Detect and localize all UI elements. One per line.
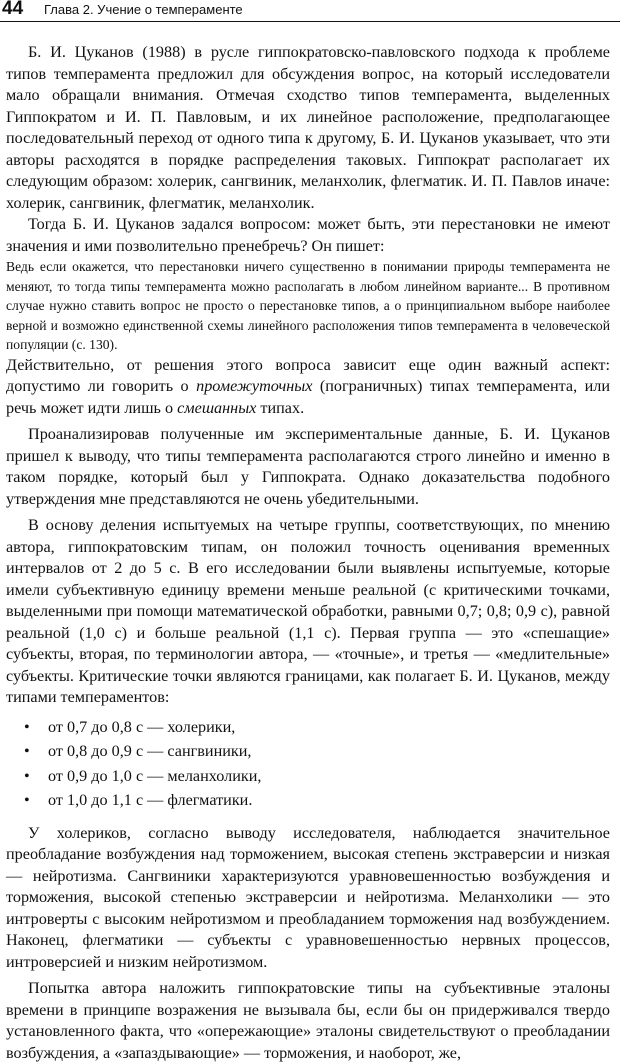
paragraph-3-middle: (пограничных) типах темперамента, или речь может идти лишь о bbox=[6, 377, 610, 417]
paragraph-3-end: типах. bbox=[256, 398, 305, 417]
list-item bbox=[6, 788, 610, 813]
bullet-icon: • bbox=[24, 717, 30, 736]
paragraph-1: Б. И. Цуканов (1988) в русле гиппократовско-павловского подхода к проблеме типов темперамента предложил для обсуждения вопрос, на который исследователи мало обращали внимания. Отмечая сходство типов темперамента, выделенных Гиппократом и И. П. Павловым, и их линейное расположение, предполагающее последовательный переход от одного типа к другому, Б. И. Цуканов указывает, что эти авторы расходятся в порядке распределения таковых. Гиппократ располагает их следующим образом: холерик, сангвиник, меланхолик, флегматик. И. П. Павлов иначе: холерик, сангвиник, флегматик, меланхолик. bbox=[6, 43, 610, 212]
page-header bbox=[0, 0, 620, 22]
paragraph-4: Проанализировав полученные им экспериментальные данные, Б. И. Цуканов пришел к выводу, что типы темперамента располагаются строго линейно и именно в таком порядке, который был у Гиппократа. Однако доказательства подобного утверждения мне представляются не очень убедительными. bbox=[6, 425, 610, 508]
paragraph-6: У холериков, согласно выводу исследователя, наблюдается значительное преобладание возбуждения над торможением, высокая степень экстраверсии и низкая — нейротизма. Сангвиники характеризуются уравновешенностью возбуждения и торможения, высокой степенью экстраверсии и нейротизма. Меланхолики — это интроверты с высоким нейротизмом и преобладанием торможения над возбуждением. Наконец, флегматики — субъекты с уравновешенностью нервных процессов, интроверсией и низким нейротизмом. bbox=[6, 823, 610, 971]
temperament-interval-list bbox=[6, 715, 610, 813]
page-body bbox=[6, 42, 610, 1064]
paragraph-2: Тогда Б. И. Цуканов задался вопросом: может быть, эти перестановки не имеют значения и ими позволительно пренебречь? Он пишет: bbox=[6, 215, 610, 255]
bullet-icon: • bbox=[24, 742, 30, 761]
block-quote: Ведь если окажется, что перестановки ничего существенно в понимании природы темперамента не меняют, то тогда типы темперамента можно располагать в любом линейном варианте... В противном случае нужно ставить вопрос не просто о перестановке типов, а о принципиальном выборе наиболее верной и возможно единственной схемы линейного расположения типов темперамента в человеческой популяции (с. 130). bbox=[6, 259, 610, 353]
emphasis-intermediate: промежуточных bbox=[196, 377, 313, 396]
list-item-text: от 0,8 до 0,9 с — сангвиники, bbox=[48, 742, 252, 761]
paragraph-3 bbox=[6, 355, 610, 420]
running-head: Глава 2. Учение о темпераменте bbox=[44, 2, 243, 17]
emphasis-mixed: смешанных bbox=[177, 398, 257, 417]
paragraph-5: В основу деления испытуемых на четыре группы, соответствующих, по мнению автора, гиппократовским типам, он положил точность оценивания временных интервалов от 2 до 5 с. В его исследовании были выявлены испытуемые, которые имели субъективную единицу времени меньше реальной (с критическими точками, выделенными при помощи математической обработки, равными 0,7; 0,8; 0,9 с), равной реальной (1,0 с) и больше реальной (1,1 с). Первая группа — это «спешащие» субъекты, вторая, по терминологии автора, — «точные», и третья — «медлительные» субъекты. Критические точки являются границами, как полагает Б. И. Цуканов, между типами темпераментов: bbox=[6, 516, 610, 707]
bullet-icon: • bbox=[24, 791, 30, 810]
list-item bbox=[6, 764, 610, 789]
list-item bbox=[6, 715, 610, 740]
list-item-text: от 0,7 до 0,8 с — холерики, bbox=[48, 717, 236, 736]
list-item-text: от 1,0 до 1,1 с — флегматики. bbox=[48, 791, 253, 810]
list-item-text: от 0,9 до 1,0 с — меланхолики, bbox=[48, 766, 262, 785]
page-number: 44 bbox=[2, 0, 24, 19]
list-item bbox=[6, 739, 610, 764]
paragraph-7: Попытка автора наложить гиппократовские типы на субъективные эталоны времени в принципе возражения не вызывала бы, если бы он придерживался твердо установленного факта, что «опережающие» эталоны свидетельствуют о преобладании возбуждения, а «запаздывающие» — торможения, и наоборот, же, bbox=[6, 979, 610, 1062]
bullet-icon: • bbox=[24, 766, 30, 785]
paragraph-3-start: Действительно, от решения этого вопроса зависит еще один важный аспект: допустимо ли говорить о bbox=[6, 355, 610, 396]
